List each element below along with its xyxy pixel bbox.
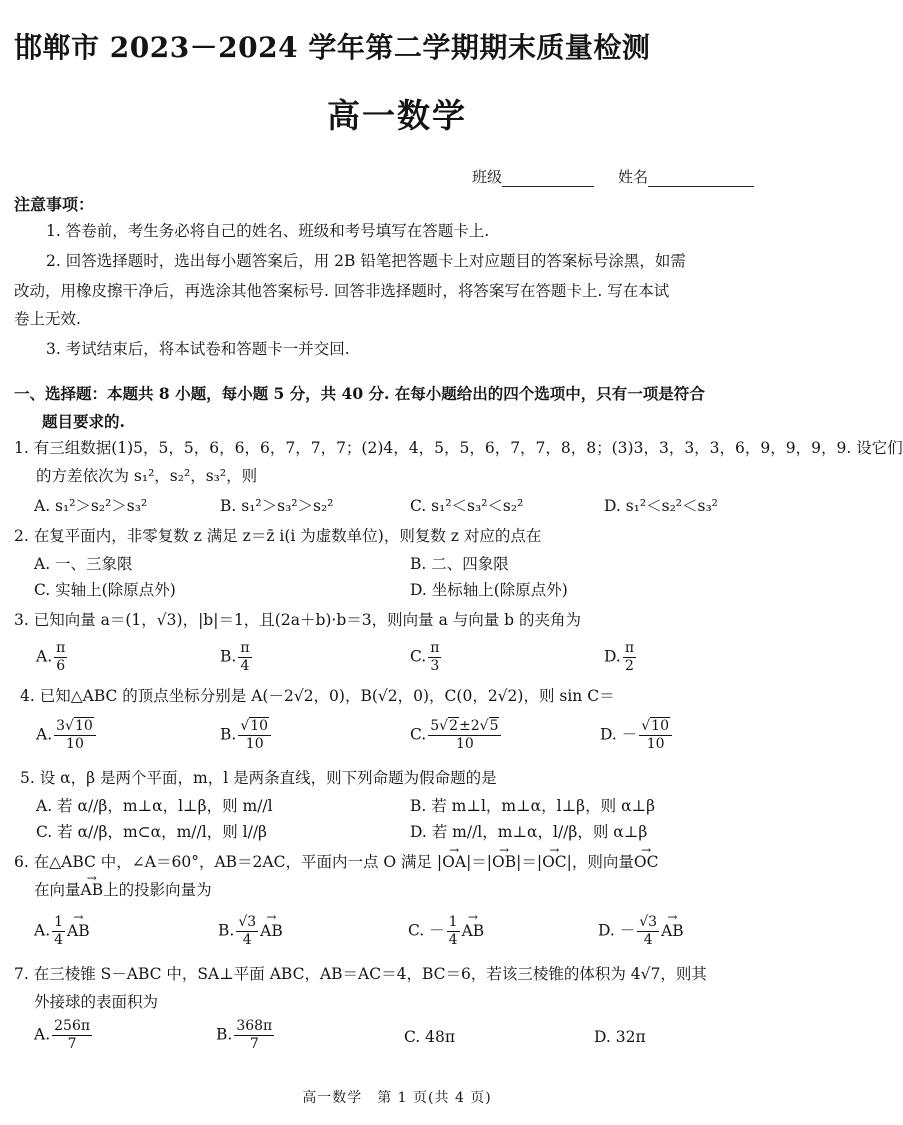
option-label: D. bbox=[604, 647, 621, 666]
vector-oc: → OC bbox=[634, 848, 659, 876]
notice-heading: 注意事项： bbox=[14, 195, 95, 214]
fraction bbox=[236, 914, 258, 949]
numerator: √10 bbox=[238, 718, 271, 736]
vector-oa: → OA bbox=[442, 848, 466, 876]
option-b: B. 二、四象限 bbox=[410, 555, 509, 573]
question-text: |＝| bbox=[516, 853, 543, 871]
vector-ab: → AB bbox=[67, 922, 90, 940]
question-7-stem bbox=[14, 960, 707, 1016]
option-b: B. s₁²＞s₃²＞s₂² bbox=[220, 497, 334, 515]
option-a: A. s₁²＞s₂²＞s₃² bbox=[34, 497, 148, 515]
option-d: D. 坐标轴上(除原点外) bbox=[410, 581, 568, 599]
question-text: |，则向量 bbox=[566, 853, 634, 871]
numerator: 5√2±2√5 bbox=[428, 718, 501, 736]
question-line: 的方差依次为 s₁²，s₂²，s₃²，则 bbox=[36, 467, 258, 485]
radicand: 10 bbox=[250, 718, 269, 734]
exam-title: 邯郸市 2023－2024 学年第二学期期末质量检测 bbox=[14, 31, 651, 64]
numerator: π bbox=[430, 640, 440, 656]
fraction bbox=[54, 718, 96, 753]
denominator: 4 bbox=[54, 932, 64, 948]
option-c bbox=[410, 718, 503, 753]
denominator: 10 bbox=[66, 736, 84, 752]
option-label: C. bbox=[410, 725, 427, 744]
option-d bbox=[598, 914, 684, 949]
option-a: A. 一、三象限 bbox=[34, 555, 133, 573]
option-label: A. bbox=[34, 1025, 51, 1044]
numerator: 256π bbox=[54, 1018, 91, 1034]
radicand: 10 bbox=[74, 718, 93, 734]
question-text: 6. 在△ABC 中，∠A＝60°，AB＝2AC，平面内一点 O 满足 | bbox=[14, 853, 443, 871]
page-footer: 高一数学 第 1 页(共 4 页) bbox=[302, 1090, 492, 1106]
notice-item: 3. 考试结束后，将本试卷和答题卡一并交回. bbox=[46, 340, 350, 358]
option-label: B. bbox=[218, 921, 235, 940]
question-5-stem: 5. 设 α，β 是两个平面，m，l 是两条直线，则下列命题为假命题的是 bbox=[20, 769, 497, 787]
coefficient: 5 bbox=[430, 718, 440, 734]
numerator: 368π bbox=[236, 1018, 273, 1034]
question-4-stem: 4. 已知△ABC 的顶点坐标分别是 A(－2√2，0)，B(√2，0)，C(0，2√2)，则 sin C＝ bbox=[20, 687, 615, 705]
question-line: 外接球的表面积为 bbox=[34, 993, 159, 1011]
class-field bbox=[472, 166, 594, 187]
option-a bbox=[34, 914, 90, 949]
fraction bbox=[623, 640, 636, 675]
option-a bbox=[36, 640, 69, 675]
fraction bbox=[238, 640, 251, 675]
option-b bbox=[216, 1018, 276, 1053]
option-b bbox=[218, 914, 283, 949]
option-b bbox=[220, 718, 273, 753]
question-1-stem bbox=[14, 434, 903, 490]
vector-oc: → OC bbox=[542, 848, 567, 876]
option-c: C. 实轴上(除原点外) bbox=[34, 581, 176, 599]
denominator: 10 bbox=[245, 736, 264, 752]
radicand: 5 bbox=[489, 718, 499, 734]
vector-ob: → OB bbox=[492, 848, 516, 876]
option-d bbox=[604, 640, 638, 675]
fraction bbox=[234, 1018, 274, 1053]
option-b: B. 若 m⊥l，m⊥α，l⊥β，则 α⊥β bbox=[410, 797, 656, 815]
fraction bbox=[54, 640, 67, 675]
option-c: C. 48π bbox=[404, 1028, 456, 1046]
vector-ab: → AB bbox=[661, 922, 684, 940]
option-c: C. 若 α//β，m⊂α，m//l，则 l//β bbox=[36, 823, 268, 841]
denominator: 4 bbox=[448, 932, 458, 948]
option-label: A. bbox=[36, 647, 53, 666]
denominator: 4 bbox=[643, 932, 653, 948]
fraction bbox=[637, 914, 659, 949]
denominator: 10 bbox=[646, 736, 665, 752]
fraction bbox=[428, 718, 501, 753]
notice-item: 1. 答卷前，考生务必将自己的姓名、班级和考号填写在答题卡上. bbox=[46, 222, 490, 240]
fraction bbox=[639, 718, 672, 753]
class-blank bbox=[502, 170, 594, 187]
fraction bbox=[447, 914, 460, 949]
option-label: D. － bbox=[598, 921, 636, 940]
coefficient: 3 bbox=[56, 718, 66, 734]
question-6-stem bbox=[14, 848, 658, 876]
option-label: B. bbox=[220, 725, 237, 744]
option-label: C. bbox=[410, 647, 427, 666]
option-b bbox=[220, 640, 254, 675]
question-text: 上的投影向量为 bbox=[103, 881, 212, 899]
numerator: √3 bbox=[639, 914, 658, 930]
name-blank bbox=[648, 170, 754, 187]
exam-subject: 高一数学 bbox=[327, 96, 467, 135]
name-label: 姓名 bbox=[618, 168, 649, 186]
numerator: √3 bbox=[238, 914, 257, 930]
option-label: C. － bbox=[408, 921, 445, 940]
question-6-stem-line2 bbox=[34, 876, 212, 904]
question-3-stem: 3. 已知向量 a＝(1，√3)，|b|＝1，且(2a＋b)·b＝3，则向量 a 与向量 b 的夹角为 bbox=[14, 611, 582, 629]
notice-item: 卷上无效. bbox=[14, 310, 81, 328]
question-2-stem: 2. 在复平面内，非零复数 z 满足 z＝z̄ i(i 为虚数单位)，则复数 z 对应的点在 bbox=[14, 527, 542, 545]
option-label: B. bbox=[216, 1025, 233, 1044]
option-a bbox=[36, 718, 98, 753]
option-d: D. 32π bbox=[594, 1028, 646, 1046]
numerator: π bbox=[624, 640, 635, 656]
fraction bbox=[52, 914, 65, 949]
option-d: D. s₁²＜s₂²＜s₃² bbox=[604, 497, 718, 515]
radicand: 2 bbox=[449, 718, 458, 734]
denominator: 4 bbox=[242, 932, 252, 948]
question-text: 在向量 bbox=[34, 881, 81, 899]
notice-item: 2. 回答选择题时，选出每小题答案后，用 2B 铅笔把答题卡上对应题目的答案标号涂黑，如需 bbox=[46, 252, 686, 270]
option-label: A. bbox=[34, 921, 51, 940]
option-label: A. bbox=[36, 725, 53, 744]
numerator: π bbox=[56, 640, 66, 656]
option-c: C. s₁²＜s₃²＜s₂² bbox=[410, 497, 524, 515]
name-field bbox=[618, 166, 754, 187]
fraction bbox=[428, 640, 441, 675]
question-line: 1. 有三组数据(1)5，5，5，6，6，6，7，7，7；(2)4，4，5，5，6，7，7，8，8；(3)3，3，3，3，6，9，9，9，9. 设它们 bbox=[14, 439, 903, 457]
option-a bbox=[34, 1018, 94, 1053]
fraction bbox=[238, 718, 271, 753]
denominator: 3 bbox=[430, 658, 440, 674]
option-d bbox=[600, 718, 674, 753]
denominator: 4 bbox=[240, 658, 250, 674]
notice-item: 改动，用橡皮擦干净后，再选涂其他答案标号. 回答非选择题时，将答案写在答题卡上. 写在本试 bbox=[14, 282, 670, 300]
section-line: 一、选择题：本题共 8 小题，每小题 5 分，共 40 分. 在每小题给出的四个选项中，只有一项是符合 bbox=[14, 384, 705, 403]
option-d: D. 若 m//l，m⊥α，l//β，则 α⊥β bbox=[410, 823, 648, 841]
question-text: |＝| bbox=[466, 853, 493, 871]
class-label: 班级 bbox=[472, 168, 503, 186]
section-line: 题目要求的. bbox=[42, 412, 125, 431]
numerator: 1 bbox=[448, 914, 458, 930]
vector-ab: → AB bbox=[260, 922, 283, 940]
numerator: 3√10 bbox=[54, 718, 96, 736]
denominator: 6 bbox=[56, 658, 66, 674]
option-c bbox=[408, 914, 484, 949]
denominator: 7 bbox=[67, 1036, 77, 1052]
option-label: D. － bbox=[600, 725, 638, 744]
denominator: 2 bbox=[624, 658, 634, 674]
section-heading bbox=[14, 380, 705, 436]
vector-ab: → AB bbox=[81, 876, 104, 904]
option-a: A. 若 α//β，m⊥α，l⊥β，则 m//l bbox=[36, 797, 273, 815]
denominator: 7 bbox=[249, 1036, 259, 1052]
fraction bbox=[52, 1018, 92, 1053]
numerator: π bbox=[240, 640, 250, 656]
operator: ±2 bbox=[459, 718, 480, 734]
denominator: 10 bbox=[455, 736, 474, 752]
option-c bbox=[410, 640, 443, 675]
option-label: B. bbox=[220, 647, 237, 666]
numerator: √10 bbox=[639, 718, 672, 736]
vector-ab: → AB bbox=[462, 922, 485, 940]
radicand: 10 bbox=[651, 718, 669, 734]
numerator: 1 bbox=[54, 914, 64, 930]
question-line: 7. 在三棱锥 S－ABC 中，SA⊥平面 ABC，AB＝AC＝4，BC＝6，若该三棱锥的体积为 4√7，则其 bbox=[14, 965, 707, 983]
